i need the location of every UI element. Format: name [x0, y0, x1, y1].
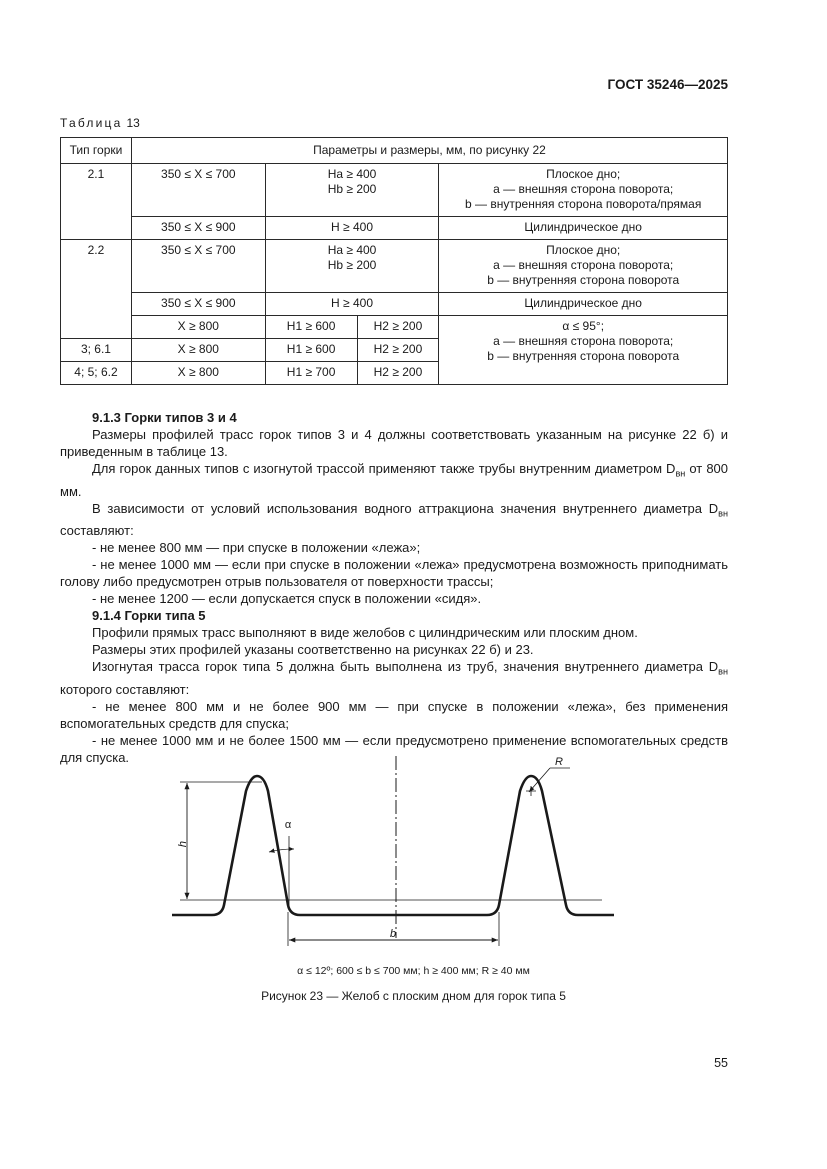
h2-cell: H2 ≥ 200: [357, 362, 439, 385]
paragraph: В зависимости от условий использования водного аттракциона значения внутреннего диаметра $D_{вн}$ составляют:: [60, 500, 728, 539]
h1-cell: H1 ≥ 600: [265, 316, 357, 339]
radius-leader: [529, 768, 550, 792]
table-row: [61, 316, 728, 339]
table-caption: Таблица 13: [60, 116, 140, 130]
body-text: [60, 409, 728, 766]
label-R: R: [555, 756, 563, 768]
paragraph: Размеры этих профилей указаны соответственно на рисунках 22 б) и 23.: [92, 642, 534, 658]
desc-cell: Цилиндрическое дно: [439, 293, 728, 316]
table-header-row: [61, 138, 728, 164]
table-row: [61, 240, 728, 293]
x-cell: 350 ≤ X ≤ 900: [131, 293, 265, 316]
list-item: - не менее 1000 мм — если при спуске в положении «лежа» предусмотрена возможность приподнимать голову либо предусмотрен отрыв пользователя от поверхности трассы;: [60, 557, 728, 590]
trough-outline: [172, 776, 614, 915]
x-cell: 350 ≤ X ≤ 700: [131, 164, 265, 217]
list-item: - не менее 1000 мм и не более 1500 мм — если предусмотрено применение вспомогательных средств для спуска.: [60, 732, 728, 765]
label-alpha: α: [284, 819, 292, 831]
radius-center-mark: [526, 786, 536, 796]
h-cell: Ha ≥ 400 Hb ≥ 200: [265, 240, 439, 293]
type-cell: 2.1: [61, 164, 132, 240]
type-cell: 2.2: [61, 240, 132, 339]
col-header-type: Тип горки: [61, 138, 132, 164]
x-cell: X ≥ 800: [131, 316, 265, 339]
paragraph: Профили прямых трасс выполняют в виде желобов с цилиндрическим или плоским дном.: [92, 625, 638, 641]
figure-caption: Рисунок 23 — Желоб с плоским дном для горок типа 5: [261, 989, 566, 1003]
trough-profile-drawing: [150, 752, 630, 952]
h-cell: H ≥ 400: [265, 293, 439, 316]
x-cell: X ≥ 800: [131, 339, 265, 362]
desc-cell: Плоское дно; a — внешняя сторона поворота; b — внутренняя сторона поворота: [439, 240, 728, 293]
figure-note: α ≤ 12º; 600 ≤ b ≤ 700 мм; h ≥ 400 мм; R ≥ 40 мм: [297, 965, 530, 977]
desc-cell: Цилиндрическое дно: [439, 217, 728, 240]
x-cell: X ≥ 800: [131, 362, 265, 385]
h2-cell: H2 ≥ 200: [357, 316, 439, 339]
alpha-arc: [269, 849, 294, 852]
paragraph: Для горок данных типов с изогнутой трассой применяют также трубы внутренним диаметром $D_{вн}$ от 800 мм.: [60, 461, 729, 499]
list-item: - не менее 1200 — если допускается спуск в положении «сидя».: [92, 591, 482, 607]
col-header-params: Параметры и размеры, мм, по рисунку 22: [131, 138, 727, 164]
desc-cell: α ≤ 95°; a — внешняя сторона поворота; b — внутренняя сторона поворота: [439, 316, 728, 385]
type-cell: 4; 5; 6.2: [61, 362, 132, 385]
table-row: [61, 164, 728, 217]
document-header: ГОСТ 35246—2025: [607, 77, 728, 92]
table-row: [61, 293, 728, 316]
h-cell: H ≥ 400: [265, 217, 439, 240]
paragraph: Изогнутая трасса горок типа 5 должна быть выполнена из труб, значения внутреннего диаметра $D_{вн}$ которого составляют:: [60, 659, 728, 697]
list-item: - не менее 800 мм — при спуске в положении «лежа»;: [92, 540, 421, 556]
h1-cell: H1 ≥ 600: [265, 339, 357, 362]
section-heading: 9.1.3 Горки типов 3 и 4: [92, 410, 237, 425]
table-row: [61, 217, 728, 240]
label-b: b: [389, 928, 397, 940]
label-h: h: [177, 840, 189, 848]
h2-cell: H2 ≥ 200: [357, 339, 439, 362]
desc-cell: Плоское дно; a — внешняя сторона поворота; b — внутренняя сторона поворота/прямая: [439, 164, 728, 217]
list-item: - не менее 800 мм и не более 900 мм — при спуске в положении «лежа», без применения вспомогательных средств для спуска;: [60, 698, 728, 731]
x-cell: 350 ≤ X ≤ 900: [131, 217, 265, 240]
h-cell: Ha ≥ 400 Hb ≥ 200: [265, 164, 439, 217]
section-heading: 9.1.4 Горки типа 5: [92, 608, 206, 624]
page-number: 55: [714, 1056, 728, 1070]
parameters-table: [60, 137, 728, 385]
paragraph: Размеры профилей трасс горок типов 3 и 4 должны соответствовать указанным на рисунке 22 б) и приведенным в таблице 13.: [60, 427, 728, 459]
type-cell: 3; 6.1: [61, 339, 132, 362]
x-cell: 350 ≤ X ≤ 700: [131, 240, 265, 293]
h1-cell: H1 ≥ 700: [265, 362, 357, 385]
